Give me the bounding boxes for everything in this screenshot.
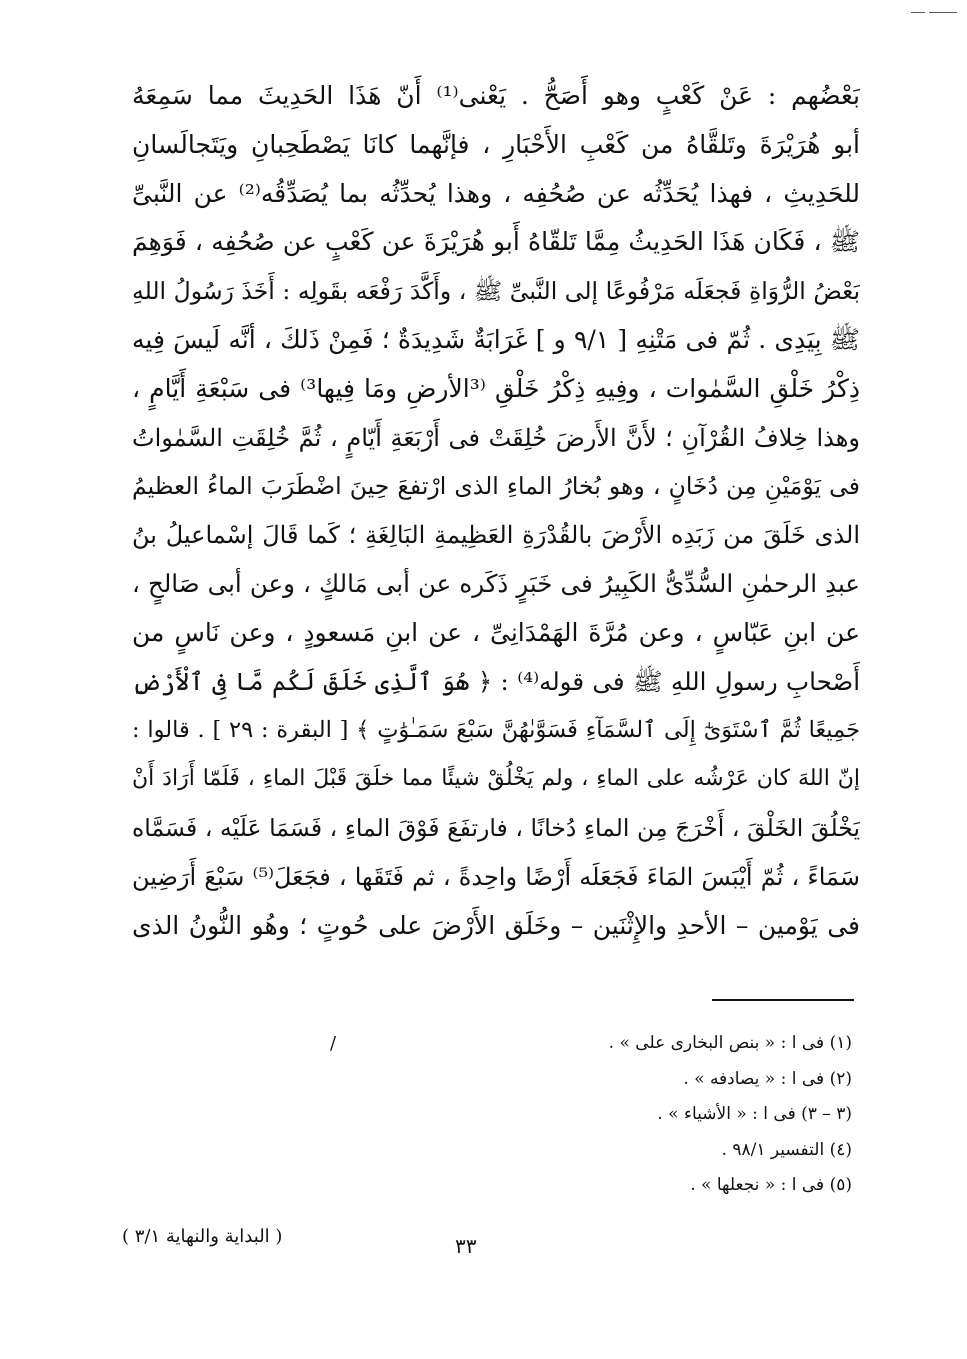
text-line-14: جَمِيعًا ثُمَّ ٱسْتَوَىٰٓ إِلَى ٱلسَّمَآءِ فَسَوَّىٰهُنَّ سَبْعَ سَمَـٰوَٰتٍ ﴾ [ البقرة : ٢٩ ] . قالوا : <box>132 717 860 744</box>
text-line-4: ﷺ ، فَكَان هَذَا الحَدِيثُ مِمَّا تَلقّاهُ أَبو هُرَيْرَةَ عن كَعْبٍ عن صُحُفِه ، فَوَهِمَ <box>132 227 860 257</box>
text-line-8: وهذا خِلافُ القُرْآنِ ؛ لأَنَّ الأَرضَ خُلِقَتْ فى أَرْبَعَةِ أَيّامٍ ، ثُمَّ خُلِقَتِ السَّمٰواتُ <box>132 423 860 452</box>
footnotes <box>500 1026 852 1204</box>
text-line-13: أَصْحابِ رسولِ اللهِ ﷺ فى قوله⁽⁴⁾ : ﴿ هُوَ ٱلَّذِى خَلَقَ لَكُم مَّا فِى ٱلْأَرْضِ <box>132 666 860 696</box>
text-line-6: ﷺ بِيَدِى . ثُمّ فى مَتْنِهِ [ ٩/١ و ] غَرَابَةٌ شَدِيدَةٌ ؛ فَمِنْ ذَلكَ ، أنَّه لَيسَ فِيه <box>132 324 860 354</box>
text-line-18: فى يَوْمين – الأحدِ والإِثْنَين – وخَلَق الأَرْضَ على حُوتٍ ؛ وهُو النُّونُ الذى <box>132 910 860 940</box>
footnote-5: (٥) فى ا : « نجعلها » . <box>690 1175 852 1195</box>
stray-scan-mark: / <box>330 1033 337 1054</box>
text-line-9: فى يَوْمَيْنِ مِن دُخَانٍ ، وهو بُخارُ الماءِ الذى ارْتفعَ حِينَ اضْطَرَبَ الماءُ العظيمُ <box>132 472 860 501</box>
corner-scan-mark <box>907 2 967 10</box>
text-line-16: يَخْلُقَ الخَلْقَ ، أَخْرَجَ مِن الماءِ دُخانًا ، فارتفَعَ فَوْقَ الماءِ ، فَسَمَا عَلَيْه ، فَسَمَّاه <box>132 813 860 842</box>
text-line-15: إنّ اللهَ كان عَرْشُه على الماءِ ، ولم يَخْلُقْ شيئًا مما خلَقَ قَبْلَ الماءِ ، فَلَمّا أَرَادَ أَنْ <box>132 766 860 792</box>
text-line-7: ذِكْرُ خَلْقِ السَّمٰوات ، وفِيهِ ذِكْرُ خَلْقِ ⁽³الأرضِ ومَا فِيها³⁾ فى سَبْعَةِ أَيَّامٍ ، <box>132 373 860 403</box>
text-line-2: أبو هُرَيْرَةَ وتَلقَّاهُ من كَعْبِ الأَحْبَارِ ، فإنَّهما كانَا يَصْطَحِبانِ ويَتَجالَسانِ <box>132 129 860 159</box>
text-line-12: عن ابنِ عَبّاسٍ ، وعن مُرَّةَ الهَمْدَانِىِّ ، عن ابنِ مَسعودٍ ، وعن نَاسٍ من <box>132 617 860 647</box>
footnote-1: (١) فى ا : « بنص البخارى على » . <box>608 1033 852 1053</box>
text-line-1: بَعْضُهم : عَنْ كَعْبٍ وهو أَصَحُّ . يَعْنى⁽¹⁾ أَنّ هَذَا الحَدِيثَ مما سَمِعَهُ <box>132 81 860 110</box>
text-line-17: سَمَاءً ، ثُمّ أَيْبَسَ المَاءَ فَجَعَلَه أَرْضًا واحِدةً ، ثم فَتَقَها ، فجَعَلَ⁽⁵⁾ سَبْعَ أَرَضِين <box>132 862 860 891</box>
running-footer: ( البداية والنهاية ٣/١ ) <box>122 1226 283 1247</box>
footnote-3: (٣ – ٣) فى ا : « الأشياء » . <box>657 1104 852 1124</box>
text-line-3: للحَدِيثِ ، فهذا يُحَدِّثُه عن صُحُفِه ، وهذا يُحدِّثُه بما يُصَدِّقُه⁽²⁾ عن النَّبىِّ <box>132 178 860 208</box>
text-line-10: الذى خَلَقَ من زَبَدِه الأَرْضَ بالقُدْرَةِ العَظِيمةِ البَالِغَةِ ؛ كَما قَالَ إسْماعيلُ بنُ <box>132 521 860 550</box>
text-line-5: بَعْضُ الرُّوَاةِ فَجعَلَه مَرْفُوعًا إلى النَّبىِّ ﷺ ، وأَكَّدَ رَفْعَه بقَولِه : أَخَذَ رَسُولُ اللهِ <box>132 277 860 306</box>
footnote-2: (٢) فى ا : « يصادفه » . <box>683 1068 852 1089</box>
footnote-divider <box>712 999 854 1001</box>
text-line-11: عبدِ الرحمٰنِ السُّدِّىُّ الكَبِيرُ فى خَبَرٍ ذَكَره عن أبى مَالكٍ ، وعن أبى صَالحٍ ، <box>132 568 860 598</box>
main-text-block <box>132 72 860 950</box>
footnote-4: (٤) التفسير ٩٨/١ . <box>721 1139 852 1160</box>
page-number: ٣٣ <box>455 1234 477 1258</box>
